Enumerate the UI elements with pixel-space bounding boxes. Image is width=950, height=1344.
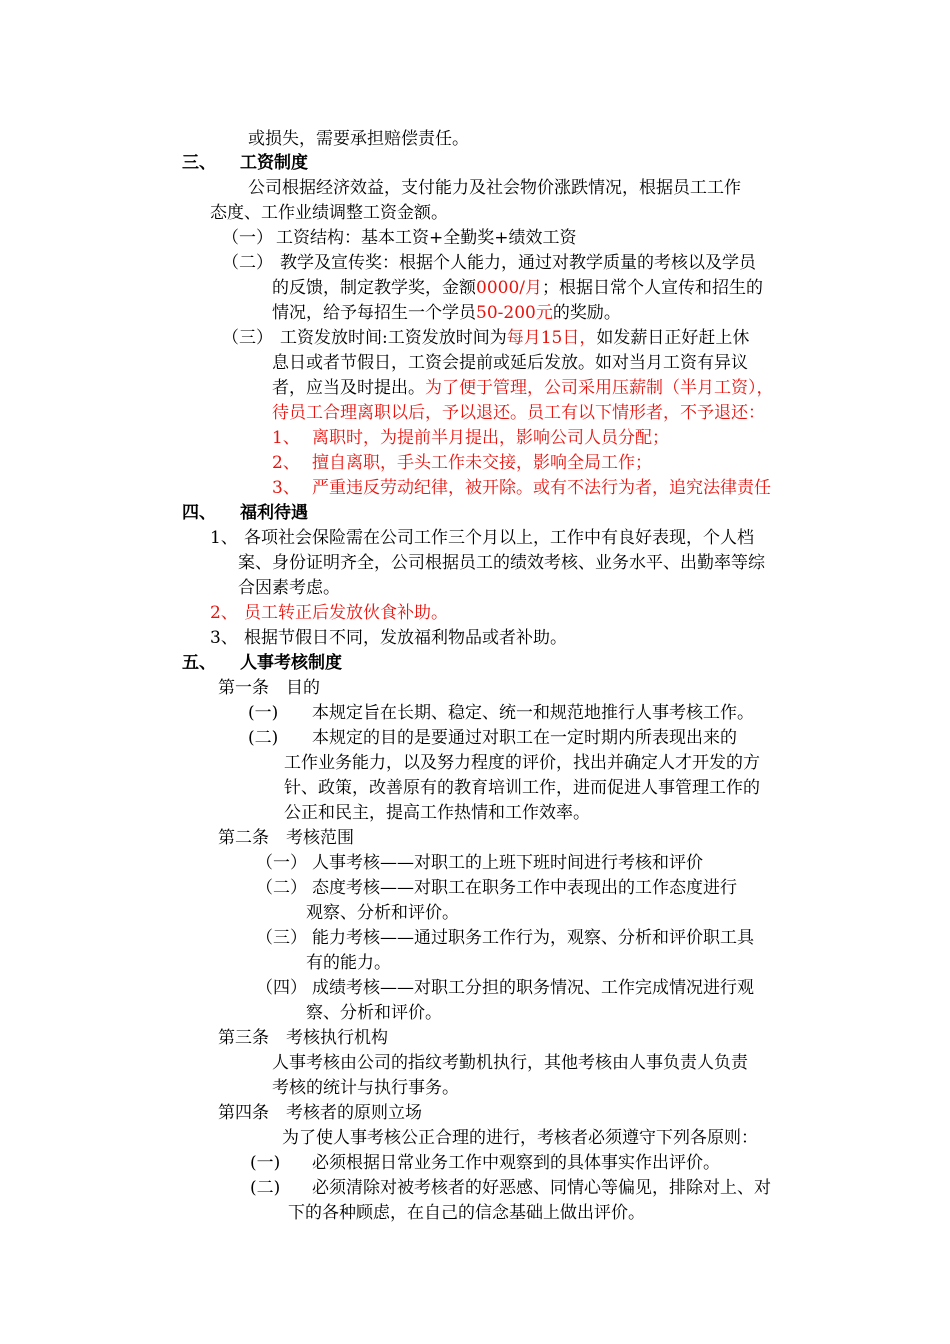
list-number: 1、 (210, 528, 238, 548)
item-text: 的反馈，制定教学奖，金额0000/月；根据日常个人宣传和招生的 (272, 278, 763, 298)
list-text: 案、身份证明齐全，公司根据员工的绩效考核、业务水平、出勤率等综 (238, 553, 765, 573)
highlight-amount: 0000/月 (476, 278, 542, 298)
highlight-policy: 为了便于管理，公司采用压薪制（半月工资）， (425, 378, 774, 398)
list-text: 各项社会保险需在公司工作三个月以上，工作中有良好表现，个人档 (244, 528, 754, 548)
item-text: 本规定的目的是要通过对职工在一定时期内所表现出来的 (312, 728, 737, 748)
item-text: 成绩考核——对职工分担的职务情况、工作完成情况进行观 (312, 978, 754, 998)
item-text: 针、政策，改善原有的教育培训工作，进而促进人事管理工作的 (284, 778, 760, 798)
article-heading: 第一条 目的 (218, 678, 320, 698)
paragraph-line: 态度、工作业绩调整工资金额。 (210, 203, 448, 223)
list-number: 2、 (210, 603, 238, 623)
item-text: 工作业务能力，以及努力程度的评价，找出并确定人才开发的方 (284, 753, 760, 773)
paragraph-line: 人事考核由公司的指纹考勤机执行，其他考核由人事负责人负责 (272, 1053, 748, 1073)
item-text: 工资发放时间:工资发放时间为每月15日，如发薪日正好赶上休 (280, 328, 750, 348)
section-4-title: 福利待遇 (240, 503, 308, 523)
red-list-text: 严重违反劳动纪律，被开除。或有不法行为者，追究法律责任 (312, 478, 771, 498)
item-text: 必须根据日常业务工作中观察到的具体事实作出评价。 (312, 1153, 720, 1173)
paragraph-line: 为了使人事考核公正合理的进行，考核者必须遵守下列各原则： (282, 1128, 758, 1148)
paragraph-line: 考核的统计与执行事务。 (272, 1078, 459, 1098)
item-text: 教学及宣传奖：根据个人能力，通过对教学质量的考核以及学员 (280, 253, 756, 273)
red-list-text: 离职时，为提前半月提出，影响公司人员分配； (312, 428, 669, 448)
item-number: (一) (250, 1153, 281, 1173)
item-number: (二) (248, 728, 279, 748)
list-number: 3、 (210, 628, 238, 648)
item-text: 息日或者节假日，工资会提前或延后发放。如对当月工资有异议 (272, 353, 748, 373)
list-text: 员工转正后发放伙食补助。 (244, 603, 448, 623)
item-text: 观察、分析和评价。 (306, 903, 459, 923)
item-text: 情况，给予每招生一个学员50-200元的奖励。 (272, 303, 621, 323)
item-text: 者，应当及时提出。为了便于管理，公司采用压薪制（半月工资）， (272, 378, 774, 398)
red-list-number: 2、 (272, 453, 300, 473)
item-text: 本规定旨在长期、稳定、统一和规范地推行人事考核工作。 (312, 703, 754, 723)
section-5-number: 五、 (182, 653, 216, 673)
item-text: 人事考核——对职工的上班下班时间进行考核和评价 (312, 853, 703, 873)
list-text: 根据节假日不同，发放福利物品或者补助。 (244, 628, 567, 648)
item-number: （二） (256, 878, 307, 898)
item-number: （三） (222, 328, 273, 348)
item-text: 能力考核——通过职务工作行为，观察、分析和评价职工具 (312, 928, 754, 948)
item-text: 察、分析和评价。 (306, 1003, 442, 1023)
red-list-number: 3、 (272, 478, 300, 498)
continuation-line: 或损失，需要承担赔偿责任。 (248, 129, 469, 149)
section-4-number: 四、 (182, 503, 216, 523)
item-number: （三） (256, 928, 307, 948)
item-text: 公正和民主，提高工作热情和工作效率。 (284, 803, 590, 823)
item-text: 工资结构：基本工资+全勤奖+绩效工资 (276, 228, 577, 248)
item-number: （一） (222, 228, 273, 248)
highlight-date: 每月15日， (506, 328, 597, 348)
item-text: 态度考核——对职工在职务工作中表现出的工作态度进行 (312, 878, 737, 898)
red-list-text: 擅自离职，手头工作未交接，影响全局工作； (312, 453, 652, 473)
article-heading: 第二条 考核范围 (218, 828, 354, 848)
item-number: （一） (256, 853, 307, 873)
red-list-number: 1、 (272, 428, 300, 448)
highlight-policy: 待员工合理离职以后，予以退还。员工有以下情形者，不予退还： (272, 403, 765, 423)
section-3-title: 工资制度 (240, 153, 308, 173)
section-5-title: 人事考核制度 (240, 653, 342, 673)
section-3-number: 三、 (182, 153, 216, 173)
item-number: （二） (222, 253, 273, 273)
item-text: 必须清除对被考核者的好恶感、同情心等偏见，排除对上、对 (312, 1178, 771, 1198)
highlight-amount: 50-200元 (476, 303, 553, 323)
paragraph-line: 公司根据经济效益，支付能力及社会物价涨跌情况，根据员工工作 (248, 178, 741, 198)
item-number: (一) (248, 703, 279, 723)
item-text: 有的能力。 (306, 953, 391, 973)
item-number: （四） (256, 978, 307, 998)
list-text: 合因素考虑。 (238, 578, 340, 598)
article-heading: 第四条 考核者的原则立场 (218, 1103, 422, 1123)
article-heading: 第三条 考核执行机构 (218, 1028, 388, 1048)
item-number: (二) (250, 1178, 281, 1198)
item-text: 下的各种顾虑，在自己的信念基础上做出评价。 (288, 1203, 645, 1223)
